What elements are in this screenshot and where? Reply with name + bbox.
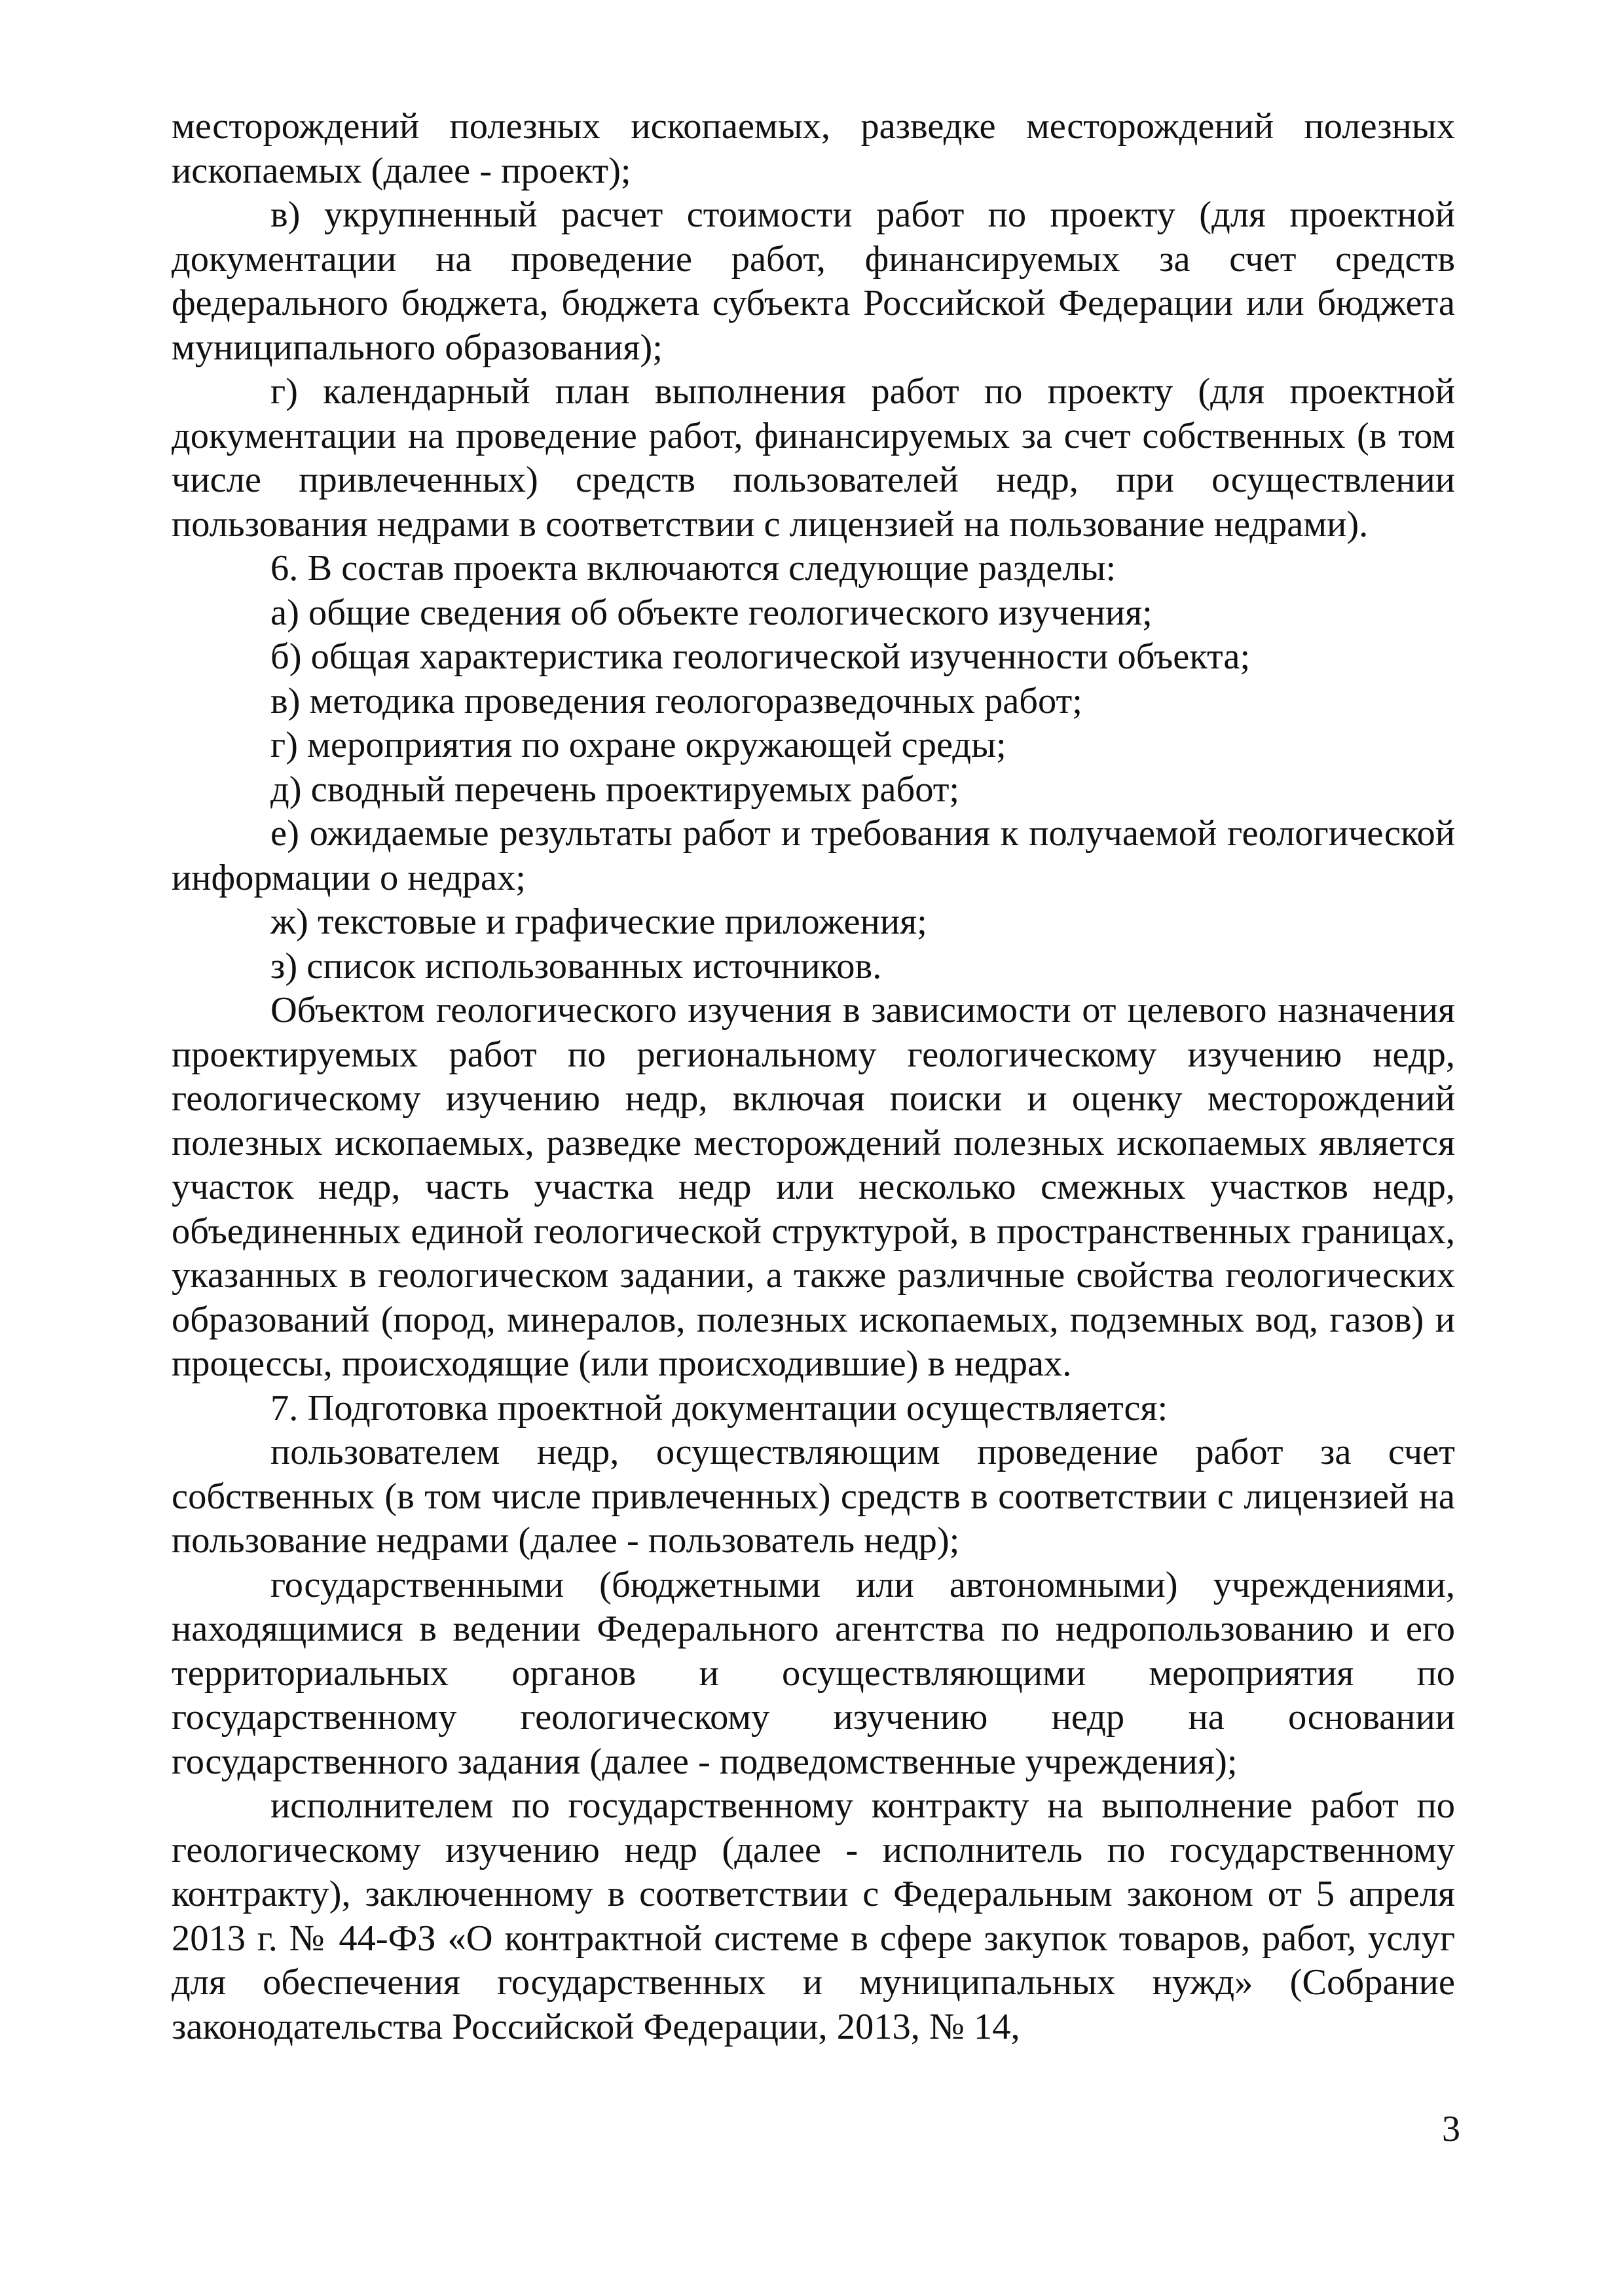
paragraph-item-v-cost-estimate: в) укрупненный расчет стоимости работ по проекту (для проектной документации на проведение работ, финансируемых за счет средств федерального бюджета, бюджета субъекта Российской Федерации или бюджета муниципального образования); [172,194,1455,368]
list-item-d: д) сводный перечень проектируемых работ; [270,769,960,810]
list-item-a: а) общие сведения об объекте геологического изучения; [270,592,1153,633]
list-item-e: е) ожидаемые результаты работ и требования к получаемой геологической информации о недрах; [172,813,1455,898]
list-item-g: г) мероприятия по охране окружающей среды; [270,725,1006,765]
paragraph-project-definition-continued: месторождений полезных ископаемых, разведке месторождений полезных ископаемых (далее - проект); [172,106,1455,191]
paragraph-state-institutions: государственными (бюджетными или автономными) учреждениями, находящимися в ведении Федерального агентства по недропользованию и его территориальных органов и осуществляющими мероприятия по государственному геологическому изучению недр на основании государственного задания (далее - подведомственные учреждения); [172,1564,1455,1782]
paragraph-section-7-heading: 7. Подготовка проектной документации осуществляется: [270,1387,1168,1429]
list-item-v: в) методика проведения геологоразведочных работ; [270,680,1082,721]
document-body [172,105,1455,2049]
page-number: 3 [1442,2109,1460,2149]
paragraph-section-6-heading: 6. В состав проекта включаются следующие разделы: [270,548,1116,589]
paragraph-state-contractor: исполнителем по государственному контракту на выполнение работ по геологическому изучению недр (далее - исполнитель по государственному контракту), заключенному в соответствии с Федеральным законом от 5 апреля 2013 г. № 44-ФЗ «О контрактной системе в сфере закупок товаров, работ, услуг для обеспечения государственных и муниципальных нужд» (Собрание законодательства Российской Федерации, 2013, № 14, [172,1785,1455,2047]
paragraph-item-g-calendar-plan: г) календарный план выполнения работ по проекту (для проектной документации на проведение работ, финансируемых за счет собственных (в том числе привлеченных) средств пользователей недр, при осуществлении пользования недрами в соответствии с лицензией на пользование недрами). [172,371,1455,545]
list-item-b: б) общая характеристика геологической изученности объекта; [270,636,1251,677]
list-item-zh: ж) текстовые и графические приложения; [270,902,927,942]
paragraph-subsoil-user: пользователем недр, осуществляющим проведение работ за счет собственных (в том числе привлеченных) средств в соответствии с лицензией на пользование недрами (далее - пользователь недр); [172,1432,1455,1561]
paragraph-object-of-study: Объектом геологического изучения в зависимости от целевого назначения проектируемых работ по региональному геологическому изучению недр, геологическому изучению недр, включая поиски и оценку месторождений полезных ископаемых, разведке месторождений полезных ископаемых является участок недр, часть участка недр или несколько смежных участков недр, объединенных единой геологической структурой, в пространственных границах, указанных в геологическом задании, а также различные свойства геологических образований (пород, минералов, полезных ископаемых, подземных вод, газов) и процессы, происходящие (или происходившие) в недрах. [172,990,1455,1384]
list-item-z: з) список использованных источников. [270,945,882,987]
